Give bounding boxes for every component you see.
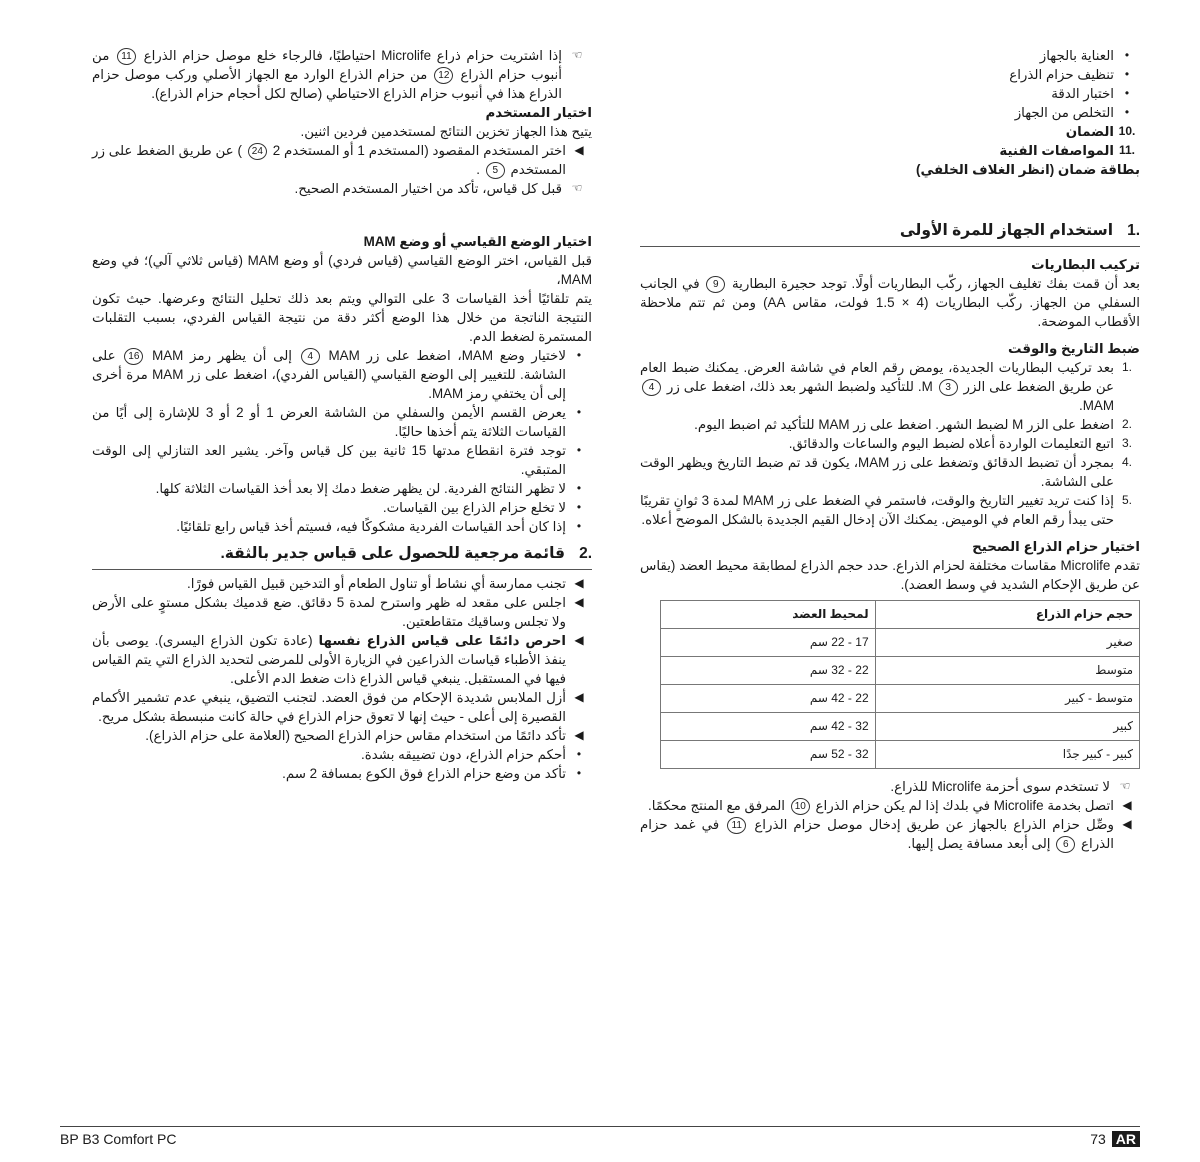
checklist-subitem: • أحكم حزام الذراع، دون تضييقه بشدة.: [361, 747, 582, 762]
table-row: [661, 629, 1140, 657]
ref-number: 5: [486, 162, 505, 179]
table-cell: متوسط: [875, 657, 1139, 685]
user-heading: اختيار المستخدم: [485, 105, 592, 120]
table-cell: متوسط - كبير: [875, 685, 1139, 713]
table-cell: 22 - 32 سم: [661, 657, 876, 685]
cuff-note: ☜ لا تستخدم سوى أحزمة Microlife للذراع.: [640, 777, 1140, 796]
cuff-heading: اختيار حزام الذراع الصحيح: [972, 539, 1140, 554]
triangle-bullet-icon: ◀: [574, 595, 584, 609]
cuff-instruction: ◀ وصِّل حزام الذراع بالجهاز عن طريق إدخال موصل حزام الذراع 11 في غمد حزام الذراع 6 إلى أبعد مسافة يصل إليها.: [640, 815, 1140, 853]
section-2-heading: .2 قائمة مرجعية للحصول على قياس جدير بالثقة.: [92, 544, 592, 570]
ref-number: 11: [727, 817, 746, 834]
toc-item-specs: .11 المواصفات الفنية: [999, 143, 1136, 158]
mam-bullet: • لاختيار وضع MAM، اضغط على زر MAM 4 إلى أن يظهر رمز MAM 16 على الشاشة. للتغيير إلى الوضع القياسي (القياس الفردي)، اضغط على زر MAM مرة أخرى إلى أن يختفي رمز MAM.: [92, 348, 582, 401]
toc-item-label: اختبار الدقة: [1051, 86, 1114, 101]
ref-number: 9: [706, 276, 725, 293]
user-note: ☜ قبل كل قياس، تأكد من اختيار المستخدم الصحيح.: [92, 179, 592, 198]
batteries-paragraph: بعد أن قمت بفك تغليف الجهاز، ركّب البطاريات أولًا. توجد حجيرة البطارية 9 في الجانب السفلي من الجهاز. ركّب البطاريات (4 × 1.5 فولت، مقاس AA) ومن ثم تتم ملاحظة الأقطاب الموضحة.: [640, 276, 1140, 329]
toc-item: • العناية بالجهاز: [640, 46, 1140, 65]
mam-paragraph: يتم تلقائيًا أخذ القياسات 3 على التوالي ويتم بعد ذلك تحليل النتائج وعرضها. حيث تكون النتيجة الناتجة من خلال هذا الوضع أكثر دقة من نتيجة القياس الفردي، بسبب التقلبات المستمرة لضغط الدم.: [92, 291, 592, 344]
batteries-heading: تركيب البطاريات: [1031, 257, 1140, 272]
mam-heading: اختيار الوضع القياسي أو وضع MAM: [363, 234, 592, 249]
datetime-step: .4 بمجرد أن تضبط الدقائق وتضغط على زر MAM، يكون قد تم ضبط التاريخ ويظهر الوقت على الشاشة.: [640, 455, 1133, 489]
table-header-cell: حجم حزام الذراع: [875, 601, 1139, 629]
checklist-item: ◀ تجنب ممارسة أي نشاط أو تناول الطعام أو التدخين قبيل القياس فورًا.: [92, 574, 592, 593]
user-intro: يتيح هذا الجهاز تخزين النتائج لمستخدمين فردين اثنين.: [300, 124, 592, 139]
footer-rule: [60, 1126, 1140, 1127]
spare-cuff-note: ☜ إذا اشتريت حزام ذراع Microlife احتياطيًا، فالرجاء خلع موصل حزام الذراع 11 من أنبوب حزام الذراع 12 من حزام الذراع الوارد مع الجهاز الأصلي وركب موصل حزام الذراع هذا في أنبوب حزام الذراع الاحتياطي (صالح لكل أحجام حزام الذراع).: [92, 46, 592, 103]
pointing-hand-icon: ☜: [571, 181, 583, 195]
table-cell: 32 - 52 سم: [661, 741, 876, 769]
section-1-heading: .1 استخدام الجهاز للمرة الأولى: [640, 221, 1140, 247]
footer-model: BP B3 Comfort PC: [60, 1131, 177, 1147]
toc-item: • تنظيف حزام الذراع: [640, 65, 1140, 84]
table-cell: 22 - 42 سم: [661, 685, 876, 713]
triangle-bullet-icon: ◀: [574, 690, 584, 704]
cuff-intro: تقدم Microlife مقاسات مختلفة لحزام الذراع. حدد حجم الذراع لمطابقة محيط العضد (يقاس عن طريق الإحكام الشديد في وسط العضد).: [640, 558, 1140, 592]
ref-number: 4: [301, 348, 320, 365]
ref-number: 4: [642, 379, 661, 396]
table-row: [661, 713, 1140, 741]
ref-number: 11: [117, 48, 136, 65]
triangle-bullet-icon: ◀: [1122, 798, 1132, 812]
mam-bullet: • لا تظهر النتائج الفردية. لن يظهر ضغط دمك إلا بعد أخذ القياسات الثلاثة كلها.: [155, 481, 582, 496]
triangle-bullet-icon: ◀: [574, 633, 584, 647]
checklist-item: ◀ تأكد دائمًا من استخدام مقاس حزام الذراع الصحيح (العلامة على حزام الذراع).: [92, 726, 592, 745]
table-of-contents: [640, 46, 1140, 179]
table-row: [661, 741, 1140, 769]
pointing-hand-icon: ☜: [571, 48, 583, 62]
triangle-bullet-icon: ◀: [574, 728, 584, 742]
toc-item: • اختبار الدقة: [640, 84, 1140, 103]
table-cell: 32 - 42 سم: [661, 713, 876, 741]
cuff-size-table: [660, 600, 1140, 769]
cuff-instruction: ◀ اتصل بخدمة Microlife في بلدك إذا لم يكن حزام الذراع 10 المرفق مع المنتج محكمًا.: [640, 796, 1140, 815]
triangle-bullet-icon: ◀: [1122, 817, 1132, 831]
checklist-item: ◀ احرص دائمًا على قياس الذراع نفسها (عادة تكون الذراع اليسرى). يوصى بأن ينفذ الأطباء قياسات الذراعين في الزيارة الأولى للمرضى لتحديد الذراع التي يتم القياس فيها في المستقبل. ينبغي قياس الذراع ذات ضغط الدم الأعلى.: [92, 631, 592, 688]
toc-item-warranty: .10 الضمان: [1065, 124, 1136, 139]
table-header-row: [661, 601, 1140, 629]
checklist-item: ◀ أزل الملابس شديدة الإحكام من فوق العضد. لتجنب التضيق، ينبغي عدم تشمير الأكمام القصيرة إلى أعلى - حيث إنها لا تعوق حزام الذراع في حالة كانت منبسطة بشكل مريح.: [92, 688, 592, 726]
datetime-step: .5 إذا كنت تريد تغيير التاريخ والوقت، فاستمر في الضغط على زر MAM لمدة 3 ثوانٍ تقريبًا حتى يبدأ رقم العام في الوميض. يمكنك الآن إدخال القيم الجديدة بالشكل الموضح أعلاه.: [640, 493, 1133, 527]
mam-bullet: • توجد فترة انقطاع مدتها 15 ثانية بين كل قياس وآخر. يشير العد التنازلي إلى الوقت المتبقي.: [92, 443, 582, 477]
right-column: [640, 46, 1140, 853]
footer-page: [1090, 1131, 1140, 1147]
datetime-step: .2 اضغط على الزر M لضبط الشهر. اضغط على زر MAM للتأكيد ثم اضبط اليوم.: [694, 417, 1133, 432]
toc-item-label: تنظيف حزام الذراع: [1009, 67, 1114, 82]
table-cell: 17 - 22 سم: [661, 629, 876, 657]
pointing-hand-icon: ☜: [1119, 779, 1131, 793]
ref-number: 10: [791, 798, 810, 815]
ref-number: 12: [434, 67, 453, 84]
ref-number: 16: [124, 348, 143, 365]
toc-item-label: العناية بالجهاز: [1039, 48, 1114, 63]
mam-bullet: • إذا كان أحد القياسات الفردية مشكوكًا فيه، فسيتم أخذ قياس رابع تلقائيًا.: [176, 519, 582, 534]
table-cell: كبير - كبير جدًا: [875, 741, 1139, 769]
toc-item-label: التخلص من الجهاز: [1014, 105, 1114, 120]
mam-paragraph: قبل القياس، اختر الوضع القياسي (قياس فردي) أو وضع MAM (قياس ثلاثي آلي)؛ في وضع MAM،: [92, 253, 592, 287]
table-cell: كبير: [875, 713, 1139, 741]
triangle-bullet-icon: ◀: [574, 576, 584, 590]
ref-number: 24: [248, 143, 267, 160]
ref-number: 3: [939, 379, 958, 396]
left-column: [92, 46, 592, 783]
toc-item-warranty-card: بطاقة ضمان (انظر الغلاف الخلفي): [916, 162, 1140, 177]
table-header-cell: لمحيط العضد: [661, 601, 876, 629]
mam-bullet: • لا تخلع حزام الذراع بين القياسات.: [382, 500, 582, 515]
table-row: [661, 657, 1140, 685]
checklist-subitem: • تأكد من وضع حزام الذراع فوق الكوع بمسافة 2 سم.: [282, 766, 582, 781]
checklist-item: ◀ اجلس على مقعد له ظهر واسترح لمدة 5 دقائق. ضع قدميك بشكل مستوٍ على الأرض ولا تجلس وساقيك متقاطعتين.: [92, 593, 592, 631]
datetime-heading: ضبط التاريخ والوقت: [1008, 341, 1140, 356]
datetime-step: .3 اتبع التعليمات الواردة أعلاه لضبط اليوم والساعات والدقائق.: [788, 436, 1133, 451]
ref-number: 6: [1056, 836, 1075, 853]
user-instruction: ◀ اختر المستخدم المقصود (المستخدم 1 أو المستخدم 2 24 ) عن طريق الضغط على زر المستخدم 5 .: [92, 141, 592, 179]
toc-item: • التخلص من الجهاز: [640, 103, 1140, 122]
datetime-step: .1 بعد تركيب البطاريات الجديدة، يومض رقم العام في شاشة العرض. يمكنك ضبط العام عن طريق الضغط على الزر 3 M. للتأكيد ولضبط الشهر بعد ذلك، اضغط على زر 4 MAM.: [640, 360, 1133, 413]
triangle-bullet-icon: ◀: [574, 143, 584, 157]
mam-bullet: • يعرض القسم الأيمن والسفلي من الشاشة العرض 1 أو 2 أو 3 للإشارة إلى أيًا من القياسات الثلاثة يتم أخذها حاليًا.: [92, 405, 582, 439]
language-badge: AR: [1112, 1131, 1140, 1147]
table-cell: صغير: [875, 629, 1139, 657]
page-number: 73: [1090, 1131, 1106, 1147]
table-row: [661, 685, 1140, 713]
